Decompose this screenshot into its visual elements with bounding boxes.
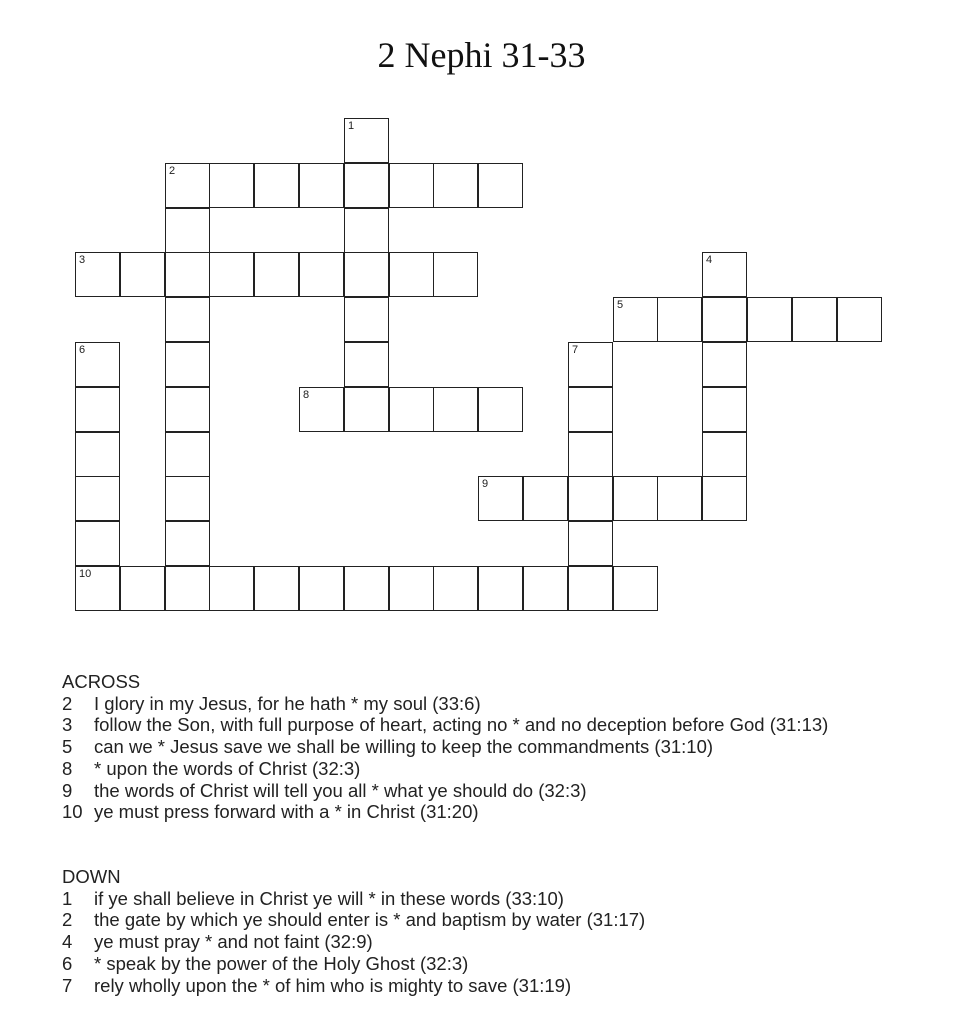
clue-number: 3 (62, 714, 73, 736)
grid-cell[interactable] (389, 387, 434, 432)
clue-item (62, 714, 942, 736)
clue-text: I glory in my Jesus, for he hath * my soul (33:6) (94, 692, 481, 714)
across-heading: ACROSS (62, 671, 141, 692)
clue-number-label: 7 (572, 344, 579, 356)
grid-cell[interactable] (478, 476, 523, 521)
grid-cell[interactable] (702, 387, 747, 432)
grid-cell[interactable] (568, 387, 613, 432)
grid-cell[interactable] (165, 476, 210, 521)
grid-cell[interactable] (75, 432, 120, 477)
clue-number-label: 2 (169, 165, 176, 177)
grid-cell[interactable] (344, 163, 389, 208)
grid-cell[interactable] (299, 566, 344, 611)
grid-cell[interactable] (523, 566, 568, 611)
clue-number: 4 (62, 931, 73, 953)
clue-number: 2 (62, 909, 73, 931)
clue-number: 6 (62, 952, 73, 974)
clue-number: 8 (62, 757, 73, 779)
puzzle-title: 2 Nephi 31-33 (377, 35, 586, 75)
grid-cell[interactable] (433, 566, 478, 611)
grid-cell[interactable] (568, 342, 613, 387)
clue-text: rely wholly upon the * of him who is mighty to save (31:19) (94, 974, 572, 996)
grid-cell[interactable] (75, 342, 120, 387)
grid-cell[interactable] (568, 476, 613, 521)
clue-text: if ye shall believe in Christ ye will * in these words (33:10) (94, 887, 564, 909)
clue-number: 1 (62, 887, 73, 909)
grid-cell[interactable] (523, 476, 568, 521)
clue-number-label: 1 (348, 120, 355, 132)
clue-number-label: 10 (79, 568, 92, 580)
grid-cell[interactable] (389, 163, 434, 208)
grid-cell[interactable] (165, 387, 210, 432)
clue-text: * upon the words of Christ (32:3) (94, 757, 361, 779)
grid-cell[interactable] (165, 342, 210, 387)
grid-cell[interactable] (747, 297, 792, 342)
clue-number-label: 8 (303, 389, 310, 401)
grid-cell[interactable] (165, 163, 210, 208)
clue-number-label: 6 (79, 344, 86, 356)
clue-item (62, 931, 942, 953)
grid-cell[interactable] (344, 297, 389, 342)
grid-cell[interactable] (613, 566, 658, 611)
grid-cell[interactable] (254, 252, 299, 297)
clue-text: follow the Son, with full purpose of heart, acting no * and no deception before God (31:13) (94, 714, 829, 736)
grid-cell[interactable] (389, 566, 434, 611)
grid-cell[interactable] (702, 297, 747, 342)
grid-cell[interactable] (344, 566, 389, 611)
grid-cell[interactable] (209, 566, 254, 611)
grid-cell[interactable] (478, 387, 523, 432)
grid-cell[interactable] (299, 163, 344, 208)
clue-text: ye must press forward with a * in Christ (31:20) (94, 801, 479, 823)
grid-cell[interactable] (344, 342, 389, 387)
grid-cell[interactable] (568, 566, 613, 611)
grid-cell[interactable] (209, 163, 254, 208)
grid-cell[interactable] (254, 163, 299, 208)
grid-cell[interactable] (433, 163, 478, 208)
grid-cell[interactable] (837, 297, 882, 342)
grid-cell[interactable] (254, 566, 299, 611)
grid-cell[interactable] (702, 252, 747, 297)
grid-cell[interactable] (433, 252, 478, 297)
grid-cell[interactable] (702, 432, 747, 477)
clue-item (62, 975, 942, 997)
grid-cell[interactable] (702, 476, 747, 521)
clue-number-label: 5 (617, 299, 624, 311)
grid-cell[interactable] (702, 342, 747, 387)
grid-cell[interactable] (344, 387, 389, 432)
grid-cell[interactable] (75, 387, 120, 432)
clue-item (62, 888, 942, 910)
grid-cell[interactable] (568, 432, 613, 477)
clue-number: 9 (62, 779, 73, 801)
grid-cell[interactable] (344, 118, 389, 163)
grid-cell[interactable] (613, 476, 658, 521)
grid-cell[interactable] (299, 387, 344, 432)
clue-text: ye must pray * and not faint (32:9) (94, 931, 373, 953)
grid-cell[interactable] (792, 297, 837, 342)
clue-number-label: 4 (706, 254, 713, 266)
grid-cell[interactable] (657, 297, 702, 342)
clue-number-label: 3 (79, 254, 86, 266)
grid-cell[interactable] (165, 208, 210, 253)
clue-item (62, 736, 942, 758)
grid-cell[interactable] (165, 521, 210, 566)
grid-cell[interactable] (389, 252, 434, 297)
clue-item (62, 801, 942, 823)
grid-cell[interactable] (299, 252, 344, 297)
grid-cell[interactable] (657, 476, 702, 521)
clue-text: the gate by which ye should enter is * and baptism by water (31:17) (94, 909, 646, 931)
clue-number: 5 (62, 736, 73, 758)
grid-cell[interactable] (75, 566, 120, 611)
grid-cell[interactable] (165, 432, 210, 477)
down-heading: DOWN (62, 866, 121, 887)
grid-cell[interactable] (75, 252, 120, 297)
grid-cell[interactable] (433, 387, 478, 432)
grid-cell[interactable] (165, 297, 210, 342)
grid-cell[interactable] (344, 208, 389, 253)
clue-number: 2 (62, 692, 73, 714)
grid-cell[interactable] (613, 297, 658, 342)
grid-cell[interactable] (568, 521, 613, 566)
clue-text: the words of Christ will tell you all * what ye should do (32:3) (94, 779, 587, 801)
clue-item (62, 758, 942, 780)
grid-cell[interactable] (120, 566, 165, 611)
grid-cell[interactable] (344, 252, 389, 297)
clue-number-label: 9 (482, 478, 489, 490)
grid-cell[interactable] (478, 163, 523, 208)
grid-cell[interactable] (209, 252, 254, 297)
grid-cell[interactable] (75, 521, 120, 566)
down-clues (62, 866, 942, 996)
clue-item (62, 693, 942, 715)
clue-number: 10 (62, 801, 83, 823)
clue-item (62, 953, 942, 975)
grid-cell[interactable] (165, 252, 210, 297)
clue-text: can we * Jesus save we shall be willing to keep the commandments (31:10) (94, 736, 714, 758)
grid-cell[interactable] (478, 566, 523, 611)
clue-item (62, 780, 942, 802)
grid-cell[interactable] (120, 252, 165, 297)
grid-cell[interactable] (75, 476, 120, 521)
grid-cell[interactable] (165, 566, 210, 611)
across-clues (62, 671, 942, 823)
clue-text: * speak by the power of the Holy Ghost (32:3) (94, 952, 469, 974)
clue-number: 7 (62, 974, 73, 996)
clue-item (62, 909, 942, 931)
